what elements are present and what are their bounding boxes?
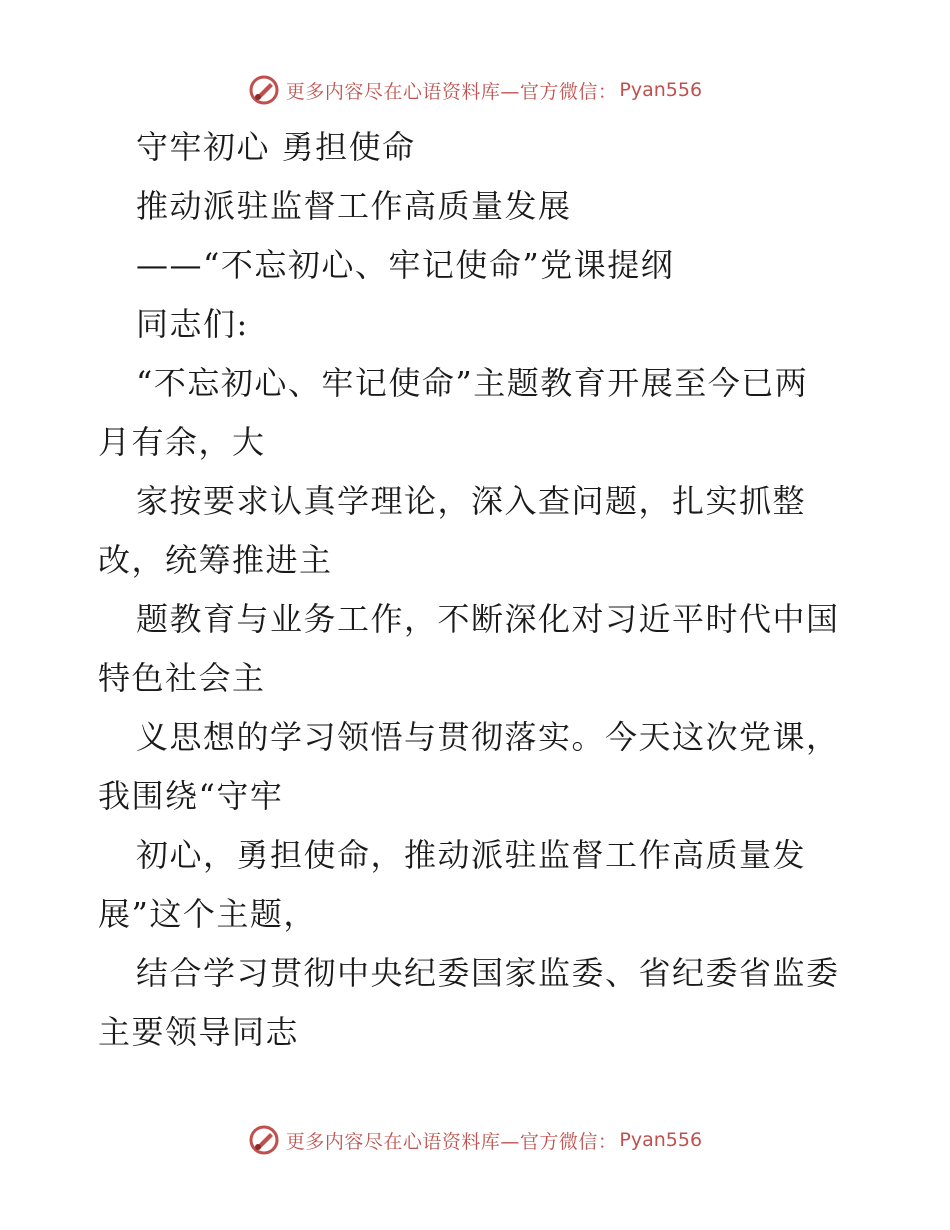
watermark-text: 更多内容尽在心语资料库—官方微信： (285, 80, 618, 103)
doc-paragraph-line: 特色社会主 (98, 659, 266, 697)
doc-title-line-1: 守牢初心 勇担使命 (136, 128, 416, 166)
doc-paragraph-line: 我围绕“守牢 (98, 777, 284, 815)
doc-paragraph-line: 题教育与业务工作，不断深化对习近平时代中国 (136, 600, 840, 638)
brush-seal-icon (248, 1124, 280, 1156)
doc-paragraph-line: 主要领导同志 (98, 1013, 300, 1051)
doc-salutation: 同志们: (136, 305, 249, 343)
footer-watermark (0, 1120, 950, 1160)
watermark-text: 更多内容尽在心语资料库—官方微信： (285, 1130, 618, 1153)
document-body (98, 118, 858, 1062)
watermark-wechat-id: Pyan556 (619, 79, 703, 101)
doc-paragraph-line: 家按要求认真学理论，深入查问题，扎实抓整 (136, 482, 807, 520)
header-watermark (0, 70, 950, 110)
doc-paragraph-line: 义思想的学习领悟与贯彻落实。今天这次党课， (136, 718, 840, 756)
doc-title-line-2: 推动派驻监督工作高质量发展 (136, 187, 572, 225)
doc-paragraph-line: 月有余，大 (98, 423, 266, 461)
doc-paragraph-line: 初心，勇担使命，推动派驻监督工作高质量发 (136, 836, 807, 874)
watermark-wechat-id: Pyan556 (619, 1129, 703, 1151)
doc-paragraph-line: “不忘初心、牢记使命”主题教育开展至今已两 (136, 364, 809, 402)
doc-paragraph-line: 改，统筹推进主 (98, 541, 333, 579)
doc-paragraph-line: 展”这个主题， (98, 895, 317, 933)
doc-subtitle: ——“不忘初心、牢记使命”党课提纲 (136, 246, 675, 284)
brush-seal-icon (248, 74, 280, 106)
doc-paragraph-line: 结合学习贯彻中央纪委国家监委、省纪委省监委 (136, 954, 840, 992)
